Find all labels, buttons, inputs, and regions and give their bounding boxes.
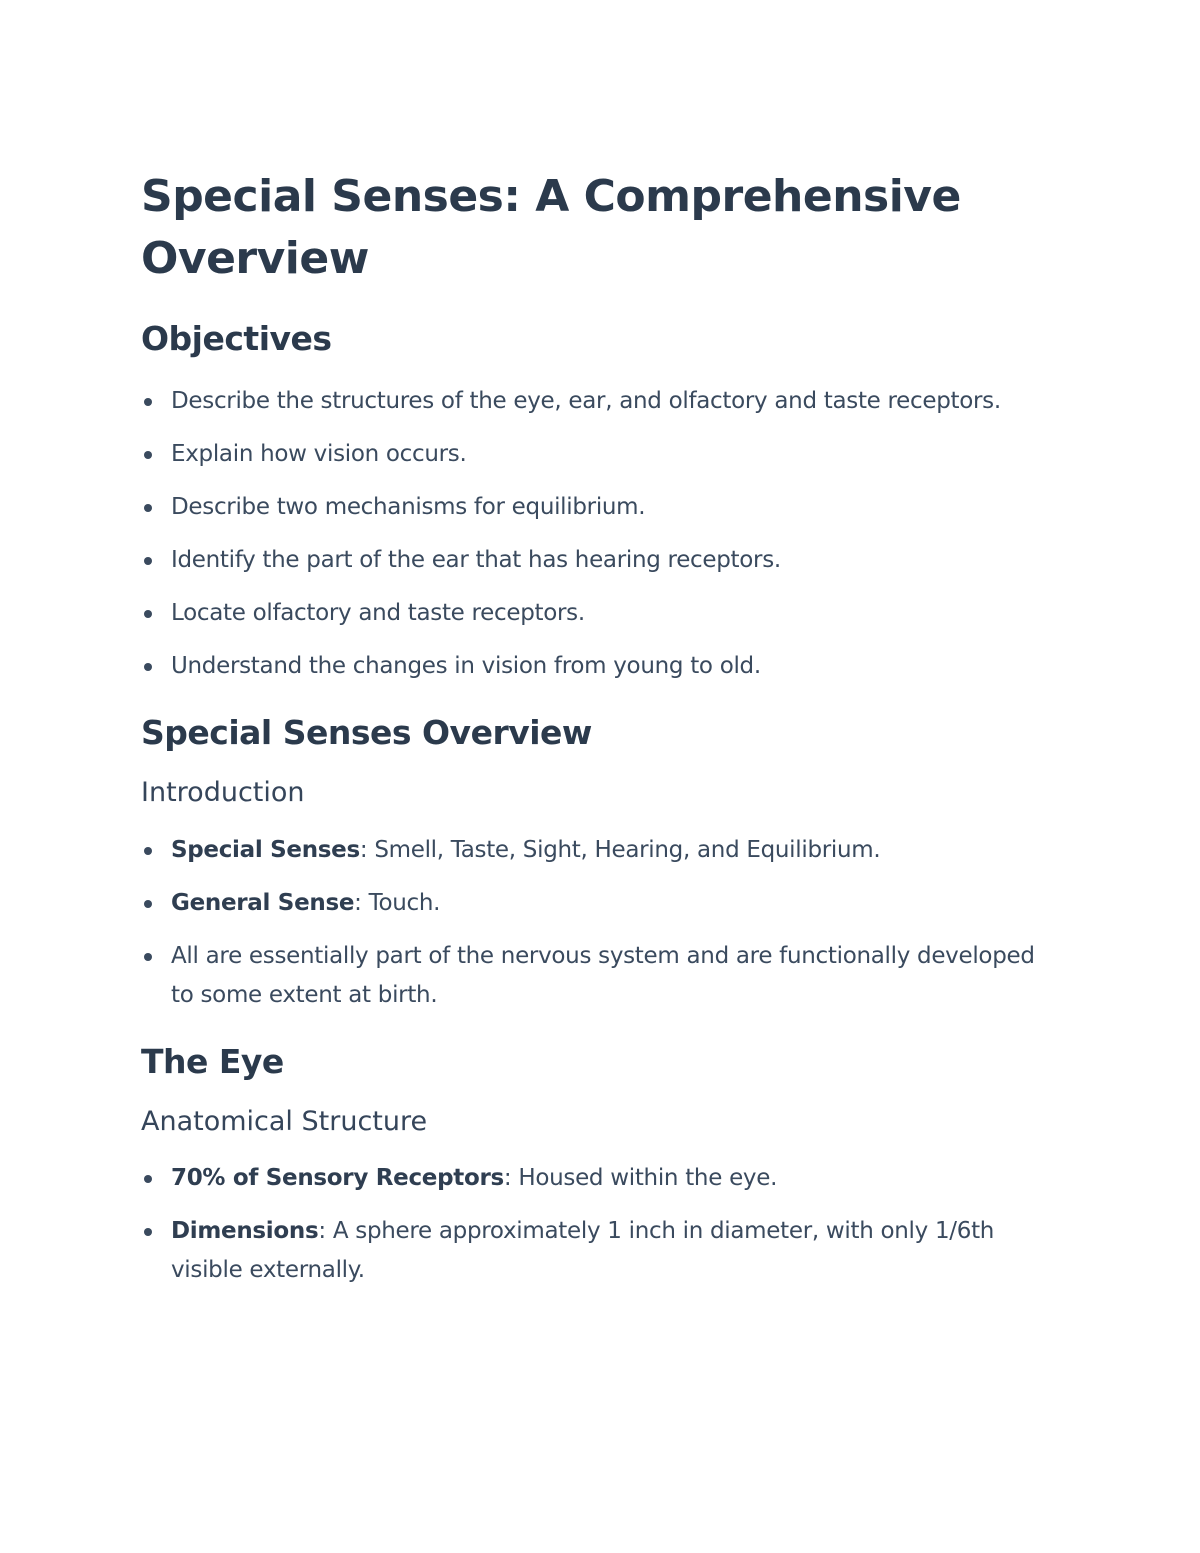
list-item-text: All are essentially part of the nervous system and are functionally developed to some extent at birth. — [171, 943, 1035, 1008]
introduction-list — [141, 831, 1061, 1015]
list-item: Explain how vision occurs. — [141, 435, 1061, 474]
anatomical-structure-list — [141, 1159, 1061, 1290]
list-item-text: : Touch. — [354, 890, 441, 916]
list-item: Locate olfactory and taste receptors. — [141, 594, 1061, 633]
list-item: Describe the structures of the eye, ear, and olfactory and taste receptors. — [141, 382, 1061, 421]
document-title: Special Senses: A Comprehensive Overview — [141, 171, 961, 284]
list-item — [141, 1212, 1061, 1290]
anatomical-structure-heading: Anatomical Structure — [141, 1106, 428, 1137]
list-item-term: Special Senses — [171, 837, 360, 863]
introduction-heading: Introduction — [141, 777, 305, 808]
list-item-term: 70% of Sensory Receptors — [171, 1165, 504, 1191]
list-item: Describe two mechanisms for equilibrium. — [141, 488, 1061, 527]
list-item — [141, 884, 1061, 923]
list-item — [141, 937, 1061, 1015]
list-item-text: : Smell, Taste, Sight, Hearing, and Equilibrium. — [359, 837, 881, 863]
objectives-heading: Objectives — [141, 319, 332, 358]
list-item-term: General Sense — [171, 890, 355, 916]
eye-heading: The Eye — [141, 1042, 284, 1081]
objectives-list — [141, 382, 1061, 686]
list-item: Understand the changes in vision from young to old. — [141, 647, 1061, 686]
list-item — [141, 831, 1061, 870]
list-item-text: : A sphere approximately 1 inch in diameter, with only 1/6th visible externally. — [171, 1218, 995, 1283]
list-item-text: : Housed within the eye. — [503, 1165, 778, 1191]
document-page — [141, 166, 1061, 1290]
list-item — [141, 1159, 1061, 1198]
list-item: Identify the part of the ear that has hearing receptors. — [141, 541, 1061, 580]
overview-heading: Special Senses Overview — [141, 713, 592, 752]
list-item-term: Dimensions — [171, 1218, 319, 1244]
